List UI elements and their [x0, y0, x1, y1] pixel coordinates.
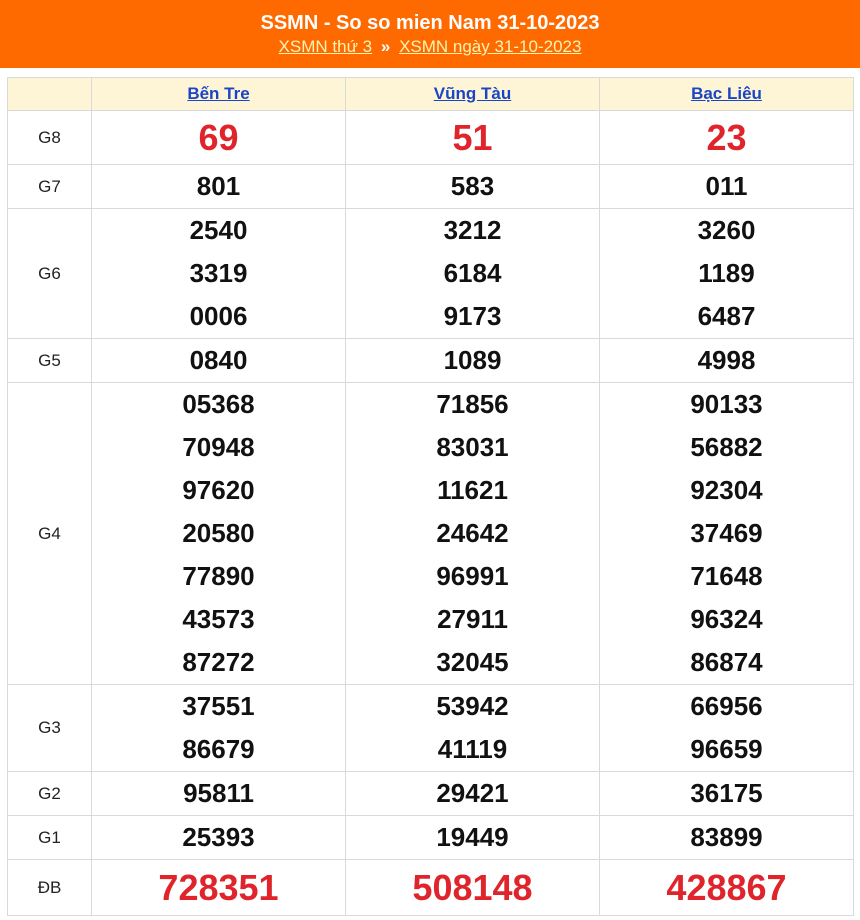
prize-cell — [346, 339, 600, 383]
prize-number: 24642 — [436, 518, 509, 548]
prize-number: 3319 — [189, 258, 248, 288]
prize-number: 37551 — [182, 691, 255, 721]
prize-cell — [346, 685, 600, 772]
prize-cell — [92, 685, 346, 772]
prize-label: G4 — [8, 383, 92, 685]
prize-cell — [92, 209, 346, 339]
prize-cell — [346, 165, 600, 209]
prize-number: 05368 — [182, 389, 255, 419]
prize-label: G3 — [8, 685, 92, 772]
prize-number: 25393 — [182, 822, 255, 852]
prize-number: 801 — [196, 171, 241, 201]
prize-cell — [600, 383, 854, 685]
prize-cell — [346, 383, 600, 685]
prize-number: 43573 — [182, 604, 255, 634]
prize-cell — [92, 772, 346, 816]
prize-cell — [346, 860, 600, 916]
prize-cell — [346, 209, 600, 339]
prize-number: 96659 — [690, 734, 763, 764]
breadcrumb-separator: » — [380, 37, 391, 56]
prize-cell — [92, 111, 346, 165]
prize-row-g2 — [8, 772, 854, 816]
prize-cell — [92, 816, 346, 860]
prize-cell — [92, 165, 346, 209]
prize-number: 1089 — [443, 345, 502, 375]
prize-number: 6487 — [697, 301, 756, 331]
prize-row-g4 — [8, 383, 854, 685]
prize-number: 77890 — [182, 561, 255, 591]
prize-row-g7 — [8, 165, 854, 209]
prize-number: 92304 — [690, 475, 763, 505]
prize-number: 0840 — [189, 345, 248, 375]
prize-number: 90133 — [690, 389, 763, 419]
page-title: SSMN - So so mien Nam 31-10-2023 — [260, 12, 600, 34]
prize-number: 71856 — [436, 389, 509, 419]
prize-number: 83899 — [690, 822, 763, 852]
prize-number: 728351 — [158, 866, 279, 908]
prize-number: 428867 — [666, 866, 787, 908]
prize-number: 0006 — [189, 301, 248, 331]
prize-number: 86874 — [690, 647, 763, 677]
prize-row-g6 — [8, 209, 854, 339]
province-link-bac-lieu[interactable]: Bạc Liêu — [691, 84, 762, 103]
prize-number: 3260 — [697, 215, 756, 245]
prize-number: 6184 — [443, 258, 502, 288]
prize-number: 2540 — [189, 215, 248, 245]
prize-number: 29421 — [436, 778, 509, 808]
prize-number: 20580 — [182, 518, 255, 548]
prize-row-g1 — [8, 816, 854, 860]
prize-number: 83031 — [436, 432, 509, 462]
prize-number: 27911 — [437, 604, 508, 634]
link-xsmn-day[interactable]: XSMN thứ 3 — [278, 37, 373, 56]
prize-number: 53942 — [436, 691, 509, 721]
prize-number: 87272 — [182, 647, 255, 677]
prize-cell — [600, 165, 854, 209]
prize-number: 95811 — [183, 778, 254, 808]
results-table — [7, 77, 854, 916]
prize-number: 69 — [198, 116, 239, 158]
prize-number: 4998 — [697, 345, 756, 375]
prize-row-g8 — [8, 111, 854, 165]
prize-number: 41119 — [437, 734, 508, 764]
prize-label: G5 — [8, 339, 92, 383]
prize-label: G7 — [8, 165, 92, 209]
prize-cell — [346, 111, 600, 165]
prize-number: 66956 — [690, 691, 763, 721]
prize-label: G8 — [8, 111, 92, 165]
prize-row-db — [8, 860, 854, 916]
prize-number: 51 — [452, 116, 493, 158]
prize-number: 3212 — [443, 215, 502, 245]
prize-label: G6 — [8, 209, 92, 339]
prize-number: 97620 — [182, 475, 255, 505]
prize-cell — [600, 209, 854, 339]
prize-number: 32045 — [436, 647, 509, 677]
breadcrumb — [0, 36, 860, 58]
prize-number: 36175 — [690, 778, 763, 808]
province-link-ben-tre[interactable]: Bến Tre — [187, 84, 250, 103]
prize-cell — [92, 860, 346, 916]
prize-number: 9173 — [443, 301, 502, 331]
province-header-cell — [600, 78, 854, 111]
prize-number: 19449 — [436, 822, 509, 852]
prize-number: 011 — [705, 171, 748, 201]
province-header-cell — [346, 78, 600, 111]
prize-cell — [600, 111, 854, 165]
prize-label: G1 — [8, 816, 92, 860]
prize-cell — [600, 860, 854, 916]
prize-cell — [600, 339, 854, 383]
prize-cell — [346, 816, 600, 860]
header-banner — [0, 0, 860, 68]
prize-number: 96324 — [690, 604, 763, 634]
prize-label: G2 — [8, 772, 92, 816]
prize-cell — [346, 772, 600, 816]
prize-number: 56882 — [690, 432, 763, 462]
table-header-row — [8, 78, 854, 111]
prize-number: 37469 — [690, 518, 763, 548]
prize-number: 70948 — [182, 432, 255, 462]
prize-number: 23 — [706, 116, 747, 158]
prize-cell — [600, 772, 854, 816]
prize-label: ĐB — [8, 860, 92, 916]
prize-number: 1189 — [698, 258, 755, 288]
prize-number: 508148 — [412, 866, 533, 908]
province-link-vung-tau[interactable]: Vũng Tàu — [433, 84, 512, 103]
prize-row-g3 — [8, 685, 854, 772]
prize-number: 71648 — [690, 561, 763, 591]
prize-number: 86679 — [182, 734, 255, 764]
prize-number: 96991 — [436, 561, 509, 591]
prize-row-g5 — [8, 339, 854, 383]
prize-cell — [600, 816, 854, 860]
prize-number: 583 — [450, 171, 495, 201]
prize-cell — [92, 339, 346, 383]
link-xsmn-date[interactable]: XSMN ngày 31-10-2023 — [399, 37, 582, 56]
prize-cell — [600, 685, 854, 772]
prize-number: 11621 — [437, 475, 508, 505]
province-header-cell — [92, 78, 346, 111]
prize-cell — [92, 383, 346, 685]
header-corner-cell — [8, 78, 92, 111]
